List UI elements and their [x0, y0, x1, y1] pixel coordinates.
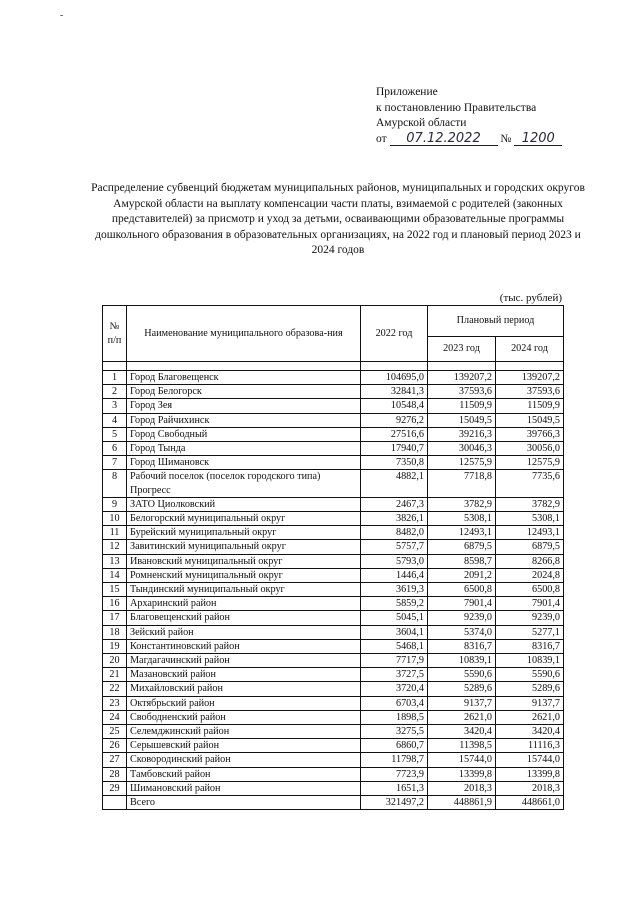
row-number: 22	[103, 682, 127, 696]
total-2023: 448861,9	[428, 796, 496, 810]
row-name: Ромненский муниципальный округ	[127, 568, 361, 582]
table-body	[103, 371, 564, 810]
row-value-2022: 2467,3	[361, 497, 428, 511]
row-value-2023: 2621,0	[428, 710, 496, 724]
row-value-2022: 32841,3	[361, 385, 428, 399]
row-value-2024: 139207,2	[496, 371, 564, 385]
row-number: 11	[103, 526, 127, 540]
table-row	[103, 526, 564, 540]
table-row	[103, 781, 564, 795]
row-name: Сковородинский район	[127, 753, 361, 767]
table-row	[103, 399, 564, 413]
row-name: Октябрьский район	[127, 696, 361, 710]
table-row	[103, 654, 564, 668]
row-name: Город Тында	[127, 442, 361, 456]
table-row	[103, 568, 564, 582]
row-value-2022: 3619,3	[361, 583, 428, 597]
row-name: Город Шимановск	[127, 456, 361, 470]
row-value-2022: 3720,4	[361, 682, 428, 696]
handwritten-number: 1200	[514, 132, 562, 146]
row-value-2023: 5289,6	[428, 682, 496, 696]
row-value-2023: 15049,5	[428, 413, 496, 427]
row-name: Константиновский район	[127, 639, 361, 653]
row-value-2022: 5468,1	[361, 639, 428, 653]
row-value-2022: 5859,2	[361, 597, 428, 611]
table-header-row	[103, 306, 564, 337]
table-row	[103, 540, 564, 554]
row-number: 25	[103, 725, 127, 739]
row-number: 16	[103, 597, 127, 611]
table-row	[103, 611, 564, 625]
row-value-2024: 6500,8	[496, 583, 564, 597]
total-2022: 321497,2	[361, 796, 428, 810]
row-value-2023: 13399,8	[428, 767, 496, 781]
table-row	[103, 639, 564, 653]
row-value-2024: 5289,6	[496, 682, 564, 696]
row-value-2022: 104695,0	[361, 371, 428, 385]
row-value-2022: 1651,3	[361, 781, 428, 795]
row-value-2023: 8316,7	[428, 639, 496, 653]
row-value-2023: 2018,3	[428, 781, 496, 795]
row-value-2023: 15744,0	[428, 753, 496, 767]
header-2023: 2023 год	[428, 337, 496, 362]
row-value-2024: 8316,7	[496, 639, 564, 653]
table-row	[103, 456, 564, 470]
row-name: Магдагачинский район	[127, 654, 361, 668]
table-row	[103, 710, 564, 724]
row-value-2023: 5308,1	[428, 512, 496, 526]
row-name: Серышевский район	[127, 739, 361, 753]
appendix-line-1: Приложение	[376, 86, 438, 98]
appendix-line-2: к постановлению Правительства	[376, 101, 537, 114]
table-row	[103, 725, 564, 739]
row-value-2024: 9239,0	[496, 611, 564, 625]
row-value-2022: 7723,9	[361, 767, 428, 781]
row-value-2022: 10548,4	[361, 399, 428, 413]
row-value-2022: 5793,0	[361, 554, 428, 568]
header-plan-period: Плановый период	[428, 306, 564, 337]
total-number-empty	[103, 796, 127, 810]
row-number: 6	[103, 442, 127, 456]
row-value-2024: 13399,8	[496, 767, 564, 781]
row-name: ЗАТО Циолковский	[127, 497, 361, 511]
handwritten-date: 07.12.2022	[390, 132, 498, 146]
row-number: 4	[103, 413, 127, 427]
appendix-line-3: Амурской области	[376, 117, 467, 129]
row-name: Селемджинский район	[127, 725, 361, 739]
corner-mark: -	[60, 10, 64, 21]
row-value-2022: 8482,0	[361, 526, 428, 540]
table-row	[103, 497, 564, 511]
row-name: Рабочий поселок (поселок городского типа) Прогресс	[127, 470, 361, 497]
row-value-2023: 30046,3	[428, 442, 496, 456]
row-value-2024: 10839,1	[496, 654, 564, 668]
table-row	[103, 371, 564, 385]
row-value-2022: 3604,1	[361, 625, 428, 639]
row-value-2023: 139207,2	[428, 371, 496, 385]
row-value-2024: 9137,7	[496, 696, 564, 710]
appendix-date-line	[376, 132, 562, 148]
row-value-2024: 12575,9	[496, 456, 564, 470]
row-value-2023: 37593,6	[428, 385, 496, 399]
row-value-2024: 2024,8	[496, 568, 564, 582]
row-value-2022: 5045,1	[361, 611, 428, 625]
table-row	[103, 739, 564, 753]
row-value-2024: 2018,3	[496, 781, 564, 795]
row-value-2023: 6879,5	[428, 540, 496, 554]
row-number: 23	[103, 696, 127, 710]
table-row	[103, 470, 564, 497]
row-name: Бурейский муниципальный округ	[127, 526, 361, 540]
row-name: Город Благовещенск	[127, 371, 361, 385]
row-value-2022: 7717,9	[361, 654, 428, 668]
row-number: 18	[103, 625, 127, 639]
row-value-2023: 5374,0	[428, 625, 496, 639]
row-name: Шимановский район	[127, 781, 361, 795]
header-name: Наименование муниципального образова-ния	[127, 306, 361, 362]
header-2022: 2022 год	[361, 306, 428, 362]
row-number: 7	[103, 456, 127, 470]
table-row	[103, 668, 564, 682]
row-value-2023: 9239,0	[428, 611, 496, 625]
row-value-2023: 8598,7	[428, 554, 496, 568]
row-name: Тамбовский район	[127, 767, 361, 781]
row-value-2024: 30056,0	[496, 442, 564, 456]
table-row	[103, 427, 564, 441]
row-value-2022: 3275,5	[361, 725, 428, 739]
row-value-2023: 9137,7	[428, 696, 496, 710]
units-label: (тыс. рублей)	[499, 292, 562, 304]
table-row	[103, 625, 564, 639]
table-row	[103, 512, 564, 526]
row-value-2024: 8266,8	[496, 554, 564, 568]
row-number: 5	[103, 427, 127, 441]
row-value-2024: 15744,0	[496, 753, 564, 767]
row-name: Тындинский муниципальный округ	[127, 583, 361, 597]
row-value-2022: 17940,7	[361, 442, 428, 456]
from-label: от	[376, 132, 387, 145]
row-number: 3	[103, 399, 127, 413]
row-value-2024: 7901,4	[496, 597, 564, 611]
document-title: Распределение субвенций бюджетам муниципальных районов, муниципальных и городских округов Амурской области на выплату компенсации части платы, взимаемой с родителей (законных представителей) за присмотр и уход за детьми, осваивающими образовательные программы дошкольного образования в образовательных организациях, на 2022 год и плановый период 2023 и 2024 годов	[91, 182, 585, 257]
row-name: Город Зея	[127, 399, 361, 413]
row-number: 21	[103, 668, 127, 682]
row-name: Завитинский муниципальный округ	[127, 540, 361, 554]
row-value-2024: 12493,1	[496, 526, 564, 540]
row-value-2023: 5590,6	[428, 668, 496, 682]
row-value-2024: 15049,5	[496, 413, 564, 427]
row-value-2024: 39766,3	[496, 427, 564, 441]
row-value-2024: 3782,9	[496, 497, 564, 511]
row-value-2024: 5590,6	[496, 668, 564, 682]
row-value-2023: 2091,2	[428, 568, 496, 582]
row-number: 27	[103, 753, 127, 767]
row-name: Свободненский район	[127, 710, 361, 724]
row-value-2024: 5277,1	[496, 625, 564, 639]
row-value-2022: 5757,7	[361, 540, 428, 554]
row-name: Зейский район	[127, 625, 361, 639]
row-number: 8	[103, 470, 127, 497]
row-value-2023: 11509,9	[428, 399, 496, 413]
row-value-2022: 1446,4	[361, 568, 428, 582]
table-row	[103, 696, 564, 710]
row-value-2022: 3727,5	[361, 668, 428, 682]
row-number: 13	[103, 554, 127, 568]
row-number: 20	[103, 654, 127, 668]
row-value-2022: 6703,4	[361, 696, 428, 710]
row-number: 17	[103, 611, 127, 625]
subsidy-table	[102, 305, 564, 810]
row-number: 1	[103, 371, 127, 385]
number-label: №	[500, 132, 512, 145]
row-value-2022: 6860,7	[361, 739, 428, 753]
row-value-2023: 11398,5	[428, 739, 496, 753]
row-value-2024: 37593,6	[496, 385, 564, 399]
table-gap-row	[103, 362, 564, 371]
table-row	[103, 385, 564, 399]
row-number: 14	[103, 568, 127, 582]
row-value-2023: 7901,4	[428, 597, 496, 611]
row-value-2023: 39216,3	[428, 427, 496, 441]
row-name: Город Райчихинск	[127, 413, 361, 427]
row-value-2023: 3782,9	[428, 497, 496, 511]
row-name: Белогорский муниципальный округ	[127, 512, 361, 526]
row-number: 19	[103, 639, 127, 653]
row-value-2022: 9276,2	[361, 413, 428, 427]
table-row	[103, 767, 564, 781]
row-value-2024: 2621,0	[496, 710, 564, 724]
row-number: 2	[103, 385, 127, 399]
row-value-2023: 3420,4	[428, 725, 496, 739]
row-number: 28	[103, 767, 127, 781]
row-number: 12	[103, 540, 127, 554]
row-value-2024: 7735,6	[496, 470, 564, 497]
row-value-2023: 7718,8	[428, 470, 496, 497]
table-row	[103, 413, 564, 427]
row-name: Город Свободный	[127, 427, 361, 441]
row-name: Михайловский район	[127, 682, 361, 696]
row-value-2022: 7350,8	[361, 456, 428, 470]
row-number: 29	[103, 781, 127, 795]
row-value-2022: 27516,6	[361, 427, 428, 441]
row-value-2022: 4882,1	[361, 470, 428, 497]
row-value-2022: 1898,5	[361, 710, 428, 724]
row-value-2024: 11509,9	[496, 399, 564, 413]
row-value-2022: 11798,7	[361, 753, 428, 767]
total-label: Всего	[127, 796, 361, 810]
row-number: 24	[103, 710, 127, 724]
header-2024: 2024 год	[496, 337, 564, 362]
row-value-2023: 10839,1	[428, 654, 496, 668]
row-value-2022: 3826,1	[361, 512, 428, 526]
total-2024: 448661,0	[496, 796, 564, 810]
table-row	[103, 597, 564, 611]
appendix-block	[376, 85, 562, 147]
header-no: № п/п	[103, 306, 127, 362]
row-number: 10	[103, 512, 127, 526]
row-value-2023: 12575,9	[428, 456, 496, 470]
row-name: Архаринский район	[127, 597, 361, 611]
row-value-2023: 6500,8	[428, 583, 496, 597]
row-value-2023: 12493,1	[428, 526, 496, 540]
table-row	[103, 583, 564, 597]
row-name: Ивановский муниципальный округ	[127, 554, 361, 568]
row-value-2024: 3420,4	[496, 725, 564, 739]
row-number: 9	[103, 497, 127, 511]
table-row	[103, 682, 564, 696]
table-row	[103, 554, 564, 568]
row-name: Город Белогорск	[127, 385, 361, 399]
row-value-2024: 11116,3	[496, 739, 564, 753]
row-name: Благовещенский район	[127, 611, 361, 625]
row-name: Мазановский район	[127, 668, 361, 682]
row-number: 26	[103, 739, 127, 753]
table-row	[103, 442, 564, 456]
table-total-row	[103, 796, 564, 810]
table-row	[103, 753, 564, 767]
row-number: 15	[103, 583, 127, 597]
row-value-2024: 6879,5	[496, 540, 564, 554]
row-value-2024: 5308,1	[496, 512, 564, 526]
